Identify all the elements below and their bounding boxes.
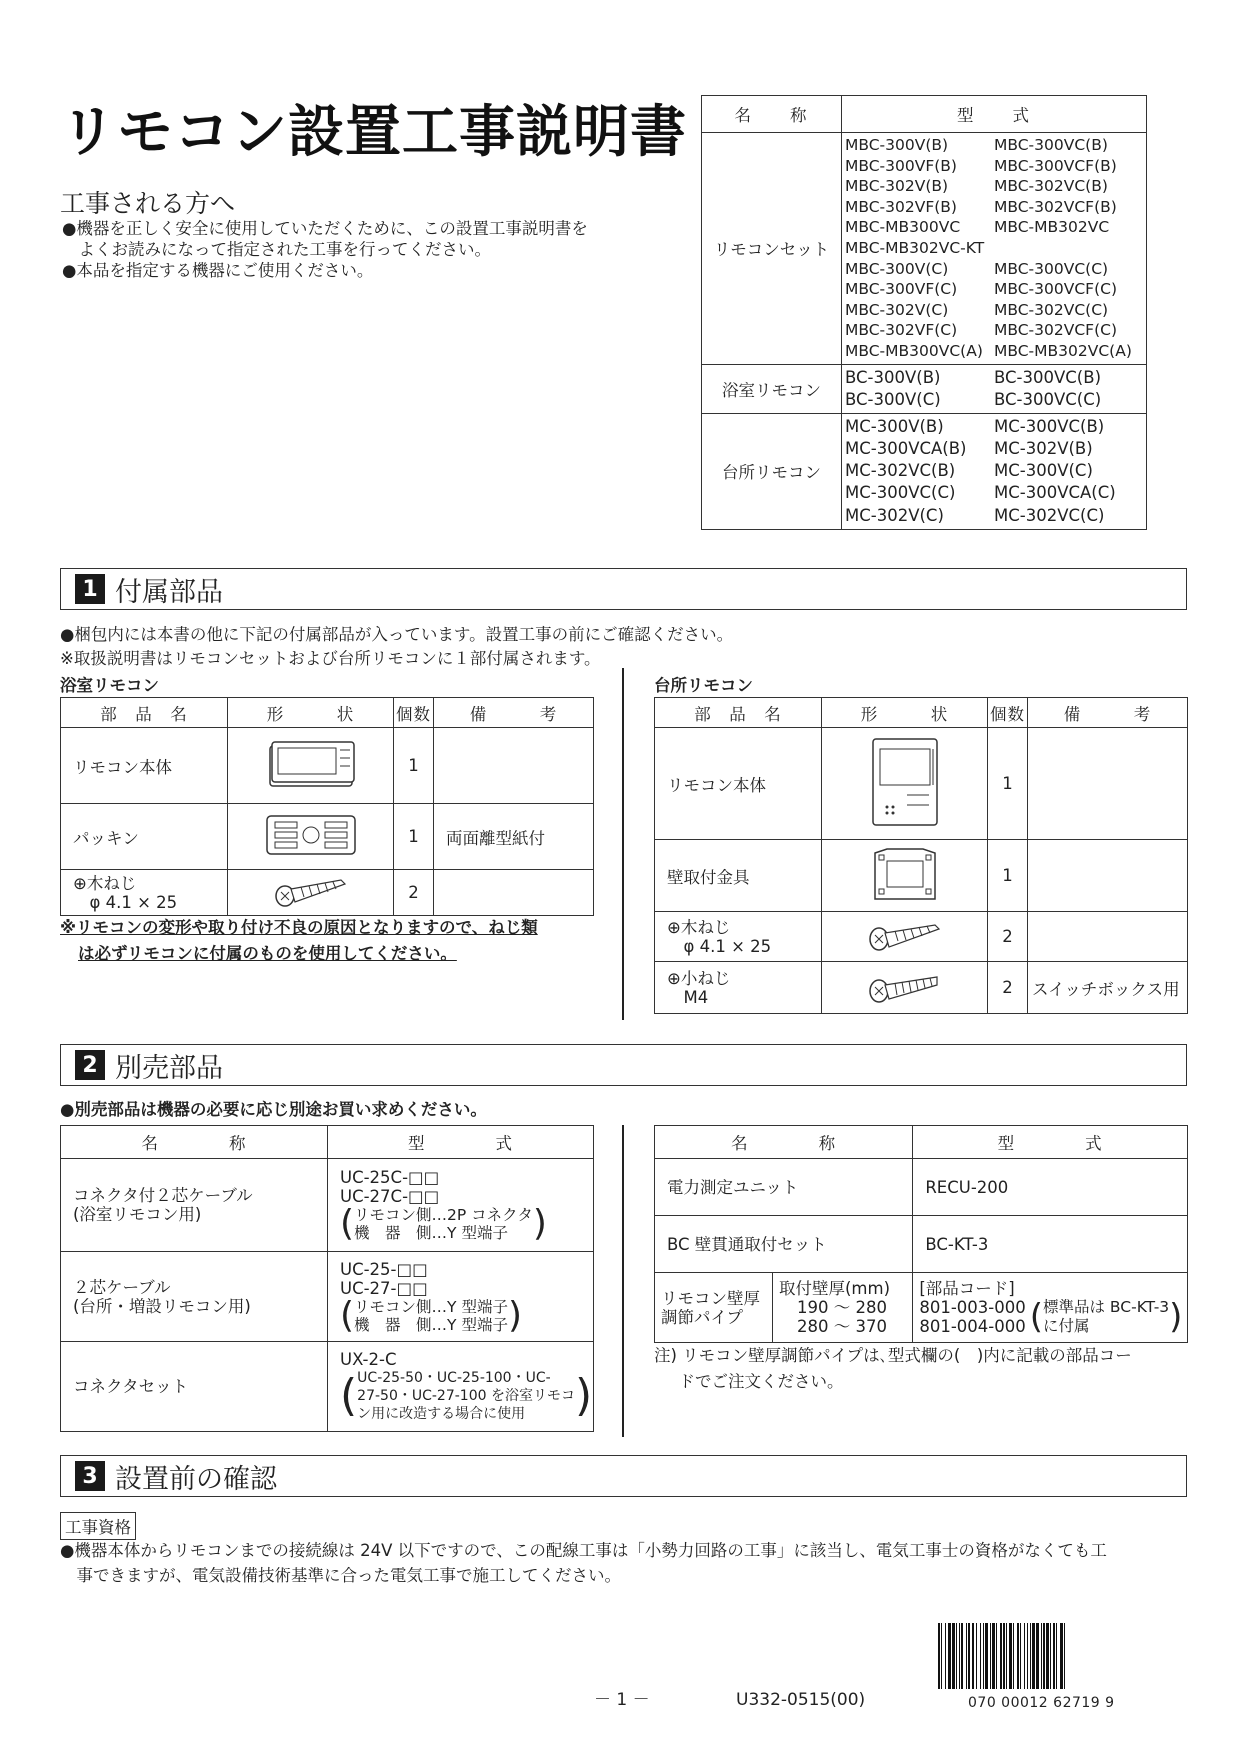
text-line: ●機器本体からリモコンまでの接続線は 24V 以下ですので、この配線工事は「小勢力回路の工事」に該当し、電気工事士の資格がなくても工 <box>60 1541 1107 1560</box>
wall-thickness <box>773 1273 913 1343</box>
note-line: 27-50・UC-27-100 を浴室リモコ <box>357 1388 575 1404</box>
part-note <box>434 870 594 916</box>
section-3-text <box>60 1538 1107 1588</box>
note-line: ドでご注文ください。 <box>662 1372 844 1391</box>
machine-screw-image <box>865 967 945 1005</box>
model-code: MC-300VC(C) <box>845 483 956 503</box>
model-name: 浴室リモコン <box>702 364 842 413</box>
table-row <box>61 870 594 916</box>
table-row <box>61 1342 594 1432</box>
model-line: UC-25-□□ <box>340 1259 428 1279</box>
model-code: MBC-302VC(C) <box>994 300 1109 319</box>
model-code: MC-302V(C) <box>845 505 944 525</box>
note-line: 機 器 側…Y 型端子 <box>354 1224 508 1242</box>
machine-screw-shape <box>822 962 988 1014</box>
section-2-bullet: ●別売部品は機器の必要に応じ別途お買い求めください。 <box>60 1100 487 1119</box>
intro-bullet: ●機器を正しく安全に使用していただくために、この設置工事説明書を <box>62 219 588 238</box>
model-note <box>340 1203 593 1244</box>
model-row-kitchen <box>702 413 1147 529</box>
model-line: UC-27C-□□ <box>340 1187 440 1206</box>
model-pair <box>845 300 1143 321</box>
option-name-line: 調節パイプ <box>661 1307 744 1327</box>
model-pair <box>845 156 1143 177</box>
divider <box>622 1125 624 1437</box>
col-header: 型 式 <box>913 1126 1188 1159</box>
option-name-line: (浴室リモコン用) <box>73 1205 202 1224</box>
section-title: 設置前の確認 <box>115 1463 277 1495</box>
part-name <box>61 870 228 916</box>
model-pair <box>845 238 1143 259</box>
part-qty: 1 <box>988 840 1028 912</box>
part-note <box>1028 840 1188 912</box>
std-note <box>1043 1298 1169 1336</box>
model-note <box>340 1369 593 1423</box>
part-qty: 2 <box>988 962 1028 1014</box>
std-line: に付属 <box>1042 1317 1090 1335</box>
part-qty: 1 <box>394 728 434 804</box>
table-row <box>655 1273 1188 1343</box>
thickness-head: 取付壁厚(mm) <box>779 1279 891 1298</box>
code-line: 801-003-000 <box>919 1298 1026 1317</box>
model-code: MBC-300V(B) <box>845 136 949 154</box>
bullet: ※取扱説明書はリモコンセットおよび台所リモコンに１部付属されます。 <box>60 649 601 668</box>
barcode-bar <box>1065 1623 1067 1689</box>
paren-close: ) <box>507 1294 522 1336</box>
part-qty: 2 <box>988 912 1028 962</box>
warning-line: ※リモコンの変形や取り付け不良の原因となりますので、ねじ類 <box>60 918 538 937</box>
paren-open: ( <box>340 1203 355 1244</box>
model-table-header-name: 名 称 <box>702 96 842 133</box>
optional-parts-table-right <box>654 1125 1188 1343</box>
model-table-header-model: 型 式 <box>842 96 1147 133</box>
part-qty: 2 <box>394 870 434 916</box>
bath-remote-image <box>266 738 356 790</box>
model-code: BC-300V(C) <box>845 389 941 409</box>
col-header: 部 品 名 <box>655 698 822 728</box>
model-code: BC-300VC(B) <box>994 367 1102 387</box>
option-name: コネクタセット <box>61 1342 328 1432</box>
warning-line: は必ずリモコンに付属のものを使用してください。 <box>78 944 457 963</box>
model-code: MBC-302VCF(B) <box>994 197 1117 216</box>
part-name: リモコン本体 <box>61 728 228 804</box>
paren-open: ( <box>340 1294 355 1336</box>
page-title: リモコン設置工事説明書 <box>60 100 687 165</box>
model-table <box>701 95 1147 530</box>
part-name: 壁取付金具 <box>655 840 822 912</box>
part-name-line: φ 4.1 × 25 <box>73 892 178 912</box>
screw-shape <box>228 870 394 916</box>
wood-screw-image <box>865 917 945 953</box>
note-line: UC-25-50・UC-25-100・UC- <box>357 1370 551 1386</box>
bath-remote-shape <box>228 728 394 804</box>
model-note-text <box>354 1206 533 1242</box>
option-name <box>61 1159 328 1252</box>
part-name-line: ⊕小ねじ <box>667 968 731 988</box>
table-row <box>655 912 1188 962</box>
part-note: 両面離型紙付 <box>434 804 594 870</box>
part-name-line: ⊕木ねじ <box>667 917 731 937</box>
model-code: MC-300V(B) <box>845 416 944 436</box>
model-code: MBC-300VC(C) <box>994 259 1109 278</box>
intro-bullet: ●本品を指定する機器にご使用ください。 <box>62 261 374 280</box>
table-row <box>655 962 1188 1014</box>
part-note <box>1028 912 1188 962</box>
bullet: ●梱包内には本書の他に下記の付属部品が入っています。設置工事の前にご確認ください。 <box>60 625 734 644</box>
optional-parts-table-left <box>60 1125 594 1432</box>
model-list <box>842 364 1147 413</box>
option-name <box>61 1252 328 1342</box>
kitchen-remote-shape <box>822 728 988 840</box>
model-line: UC-27-□□ <box>340 1278 428 1298</box>
thickness-range: 280 ～ 370 <box>797 1317 887 1336</box>
code-head: [部品コード] <box>919 1279 1015 1298</box>
model-pair <box>845 135 1143 156</box>
model-code: MBC-MB302VC-KT <box>845 238 985 257</box>
table-row <box>655 728 1188 840</box>
option-name-line: コネクタ付２芯ケーブル <box>73 1186 253 1205</box>
option-model <box>328 1252 594 1342</box>
note-line: リモコン側…2P コネクタ <box>354 1206 533 1224</box>
section-title: 別売部品 <box>115 1052 223 1084</box>
bath-warning <box>60 915 538 967</box>
model-code: MC-302V(B) <box>994 438 1093 458</box>
wall-bracket-image <box>867 843 943 905</box>
wood-screw-image <box>271 874 351 908</box>
part-qty: 1 <box>988 728 1028 840</box>
table-row <box>61 1159 594 1252</box>
model-pair <box>845 320 1143 341</box>
table-row <box>61 1252 594 1342</box>
col-header: 名 称 <box>61 1126 328 1159</box>
model-code: MBC-300VF(B) <box>845 156 957 175</box>
col-header: 部 品 名 <box>61 698 228 728</box>
col-header: 形 状 <box>822 698 988 728</box>
part-name <box>655 912 822 962</box>
option-model: BC-KT-3 <box>913 1216 1188 1273</box>
model-row-bath <box>702 364 1147 413</box>
section-3-header <box>60 1455 1187 1497</box>
option-name-line: リモコン壁厚 <box>661 1288 760 1308</box>
kitchen-remote-image <box>867 735 943 829</box>
part-name-line: φ 4.1 × 25 <box>667 936 772 956</box>
col-header: 名 称 <box>655 1126 913 1159</box>
section-number: 1 <box>75 574 105 604</box>
paren-close: ) <box>1169 1297 1183 1337</box>
model-code: MC-300VCA(C) <box>994 483 1116 503</box>
model-code: MBC-302VF(B) <box>845 197 957 216</box>
table-row <box>61 804 594 870</box>
option-name <box>655 1273 773 1343</box>
model-name: リモコンセット <box>702 133 842 365</box>
section-2-header <box>60 1044 1187 1086</box>
model-code: MBC-302VF(C) <box>845 321 958 340</box>
part-name-line: M4 <box>667 987 709 1007</box>
option-name: BC 壁貫通取付セット <box>655 1216 913 1273</box>
option-model <box>328 1342 594 1432</box>
model-code: MBC-300VCF(B) <box>994 156 1117 175</box>
part-note <box>1028 728 1188 840</box>
kitchen-parts-table <box>654 697 1188 1014</box>
part-code <box>913 1273 1188 1343</box>
model-code: MBC-300V(C) <box>845 259 949 278</box>
model-code: MC-300VCA(B) <box>845 438 967 458</box>
model-pair <box>845 341 1143 362</box>
packing-image <box>263 812 359 858</box>
model-code: MC-302VC(B) <box>845 461 956 481</box>
barcode-image <box>938 1623 1180 1689</box>
model-list <box>842 413 1147 529</box>
part-name <box>655 962 822 1014</box>
part-name: リモコン本体 <box>655 728 822 840</box>
model-code: MBC-302V(B) <box>845 177 949 196</box>
col-header: 形 状 <box>228 698 394 728</box>
intro-heading: 工事される方へ <box>60 189 236 218</box>
qualification-tag: 工事資格 <box>60 1512 136 1540</box>
option-model <box>328 1159 594 1252</box>
col-header: 型 式 <box>328 1126 594 1159</box>
option-name-line: (台所・増設リモコン用) <box>73 1296 251 1316</box>
model-pair <box>845 482 1143 504</box>
model-code: MBC-300VCF(C) <box>994 280 1117 299</box>
model-name: 台所リモコン <box>702 413 842 529</box>
model-code: MBC-300VC(B) <box>994 136 1108 154</box>
model-code: MBC-302VC(B) <box>994 177 1108 196</box>
model-row-set <box>702 133 1147 365</box>
col-header: 備 考 <box>1028 698 1188 728</box>
section-number: 3 <box>75 1461 105 1491</box>
part-name-line: ⊕木ねじ <box>73 873 137 893</box>
model-pair <box>845 367 1143 389</box>
model-line: UX-2-C <box>340 1350 397 1369</box>
model-pair <box>845 279 1143 300</box>
option-name: 電力測定ユニット <box>655 1159 913 1216</box>
table-row <box>655 840 1188 912</box>
page-number: － 1 － <box>594 1690 650 1710</box>
part-qty: 1 <box>394 804 434 870</box>
intro-bullets <box>62 218 588 281</box>
model-code: BC-300VC(C) <box>994 389 1102 409</box>
code-body <box>919 1298 1187 1336</box>
model-pair <box>845 389 1143 411</box>
code-list <box>919 1298 1025 1336</box>
model-code: MBC-MB300VC(A) <box>845 341 983 360</box>
col-header: 備 考 <box>434 698 594 728</box>
section-2-note <box>654 1343 1132 1395</box>
col-header: 個数 <box>394 698 434 728</box>
thickness-range: 190 ～ 280 <box>797 1298 887 1317</box>
model-pair <box>845 197 1143 218</box>
bracket-shape <box>822 840 988 912</box>
model-pair <box>845 176 1143 197</box>
model-pair <box>845 505 1143 527</box>
note-line: 機 器 側…Y 型端子 <box>354 1315 508 1334</box>
model-code: BC-300V(B) <box>845 367 941 387</box>
model-pair <box>845 259 1143 280</box>
note-line: ン用に改造する場合に使用 <box>357 1406 526 1422</box>
table-row <box>655 1216 1188 1273</box>
model-code: MBC-MB300VC <box>845 218 961 237</box>
section-1-header <box>60 568 1187 610</box>
packing-shape <box>228 804 394 870</box>
part-note: スイッチボックス用 <box>1028 962 1188 1014</box>
model-line: UC-25C-□□ <box>340 1168 440 1187</box>
text-line: 事できますが、電気設備技術基準に合った電気工事で施工してください。 <box>60 1566 621 1585</box>
model-code: MC-302VC(C) <box>994 505 1105 525</box>
model-code: MC-300V(C) <box>994 461 1093 481</box>
paren-close: ) <box>574 1370 593 1421</box>
intro-bullet: よくお読みになって指定された工事を行ってください。 <box>62 240 491 259</box>
model-code: MC-300VC(B) <box>994 416 1105 436</box>
section-title: 付属部品 <box>115 576 223 608</box>
model-pair <box>845 460 1143 482</box>
option-name-line: ２芯ケーブル <box>73 1277 171 1297</box>
model-code: MBC-302VCF(C) <box>994 321 1117 340</box>
model-note-text <box>357 1369 575 1423</box>
barcode-number: 070 00012 62719 9 <box>968 1695 1115 1711</box>
model-note-text <box>354 1298 508 1334</box>
part-name: パッキン <box>61 804 228 870</box>
model-code: MBC-300VF(C) <box>845 280 958 299</box>
kitchen-label: 台所リモコン <box>654 676 753 695</box>
table-row <box>655 1159 1188 1216</box>
part-note <box>434 728 594 804</box>
note-line: 注) リモコン壁厚調節パイプは､型式欄の( )内に記載の部品コー <box>654 1346 1132 1365</box>
col-header: 個数 <box>988 698 1028 728</box>
std-line: 標準品は BC-KT-3 <box>1042 1298 1170 1316</box>
bath-parts-table <box>60 697 594 916</box>
code-line: 801-004-000 <box>919 1317 1026 1336</box>
paren-close: ) <box>532 1203 547 1244</box>
model-pair <box>845 416 1143 438</box>
section-1-bullets <box>60 623 733 671</box>
paren-open: ( <box>340 1370 358 1421</box>
model-list <box>842 133 1147 365</box>
model-note <box>340 1294 593 1336</box>
model-code: MBC-302V(C) <box>845 300 949 319</box>
option-model: RECU-200 <box>913 1159 1188 1216</box>
table-row <box>61 728 594 804</box>
section-number: 2 <box>75 1050 105 1080</box>
note-line: リモコン側…Y 型端子 <box>354 1297 508 1316</box>
screw-shape <box>822 912 988 962</box>
doc-code: U332-0515(00) <box>736 1690 866 1710</box>
bath-label: 浴室リモコン <box>60 676 159 695</box>
model-code: MBC-MB302VC <box>994 218 1110 237</box>
paren-open: ( <box>1029 1297 1043 1337</box>
model-pair <box>845 438 1143 460</box>
divider <box>622 668 624 1020</box>
model-code: MBC-MB302VC(A) <box>994 341 1132 360</box>
model-code <box>994 238 1143 259</box>
model-pair <box>845 217 1143 238</box>
